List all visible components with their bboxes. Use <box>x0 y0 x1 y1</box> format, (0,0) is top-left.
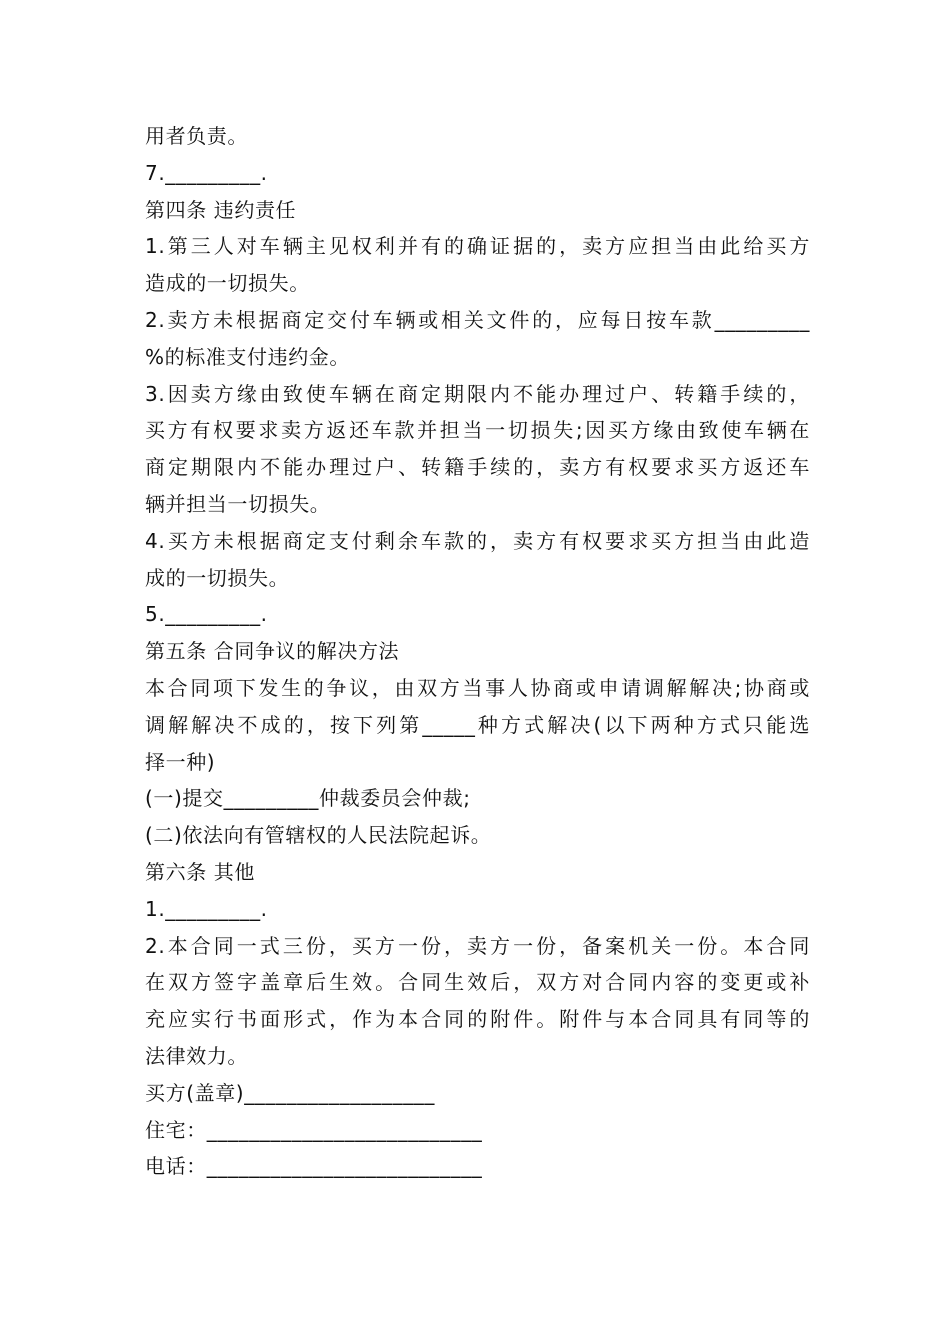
text-line: 调解解决不成的，按下列第_____种方式解决(以下两种方式只能选 <box>145 712 810 737</box>
text-line: (一)提交_________仲裁委员会仲裁; <box>145 786 471 811</box>
text-line: 成的一切损失。 <box>145 565 290 590</box>
text-line: 用者负责。 <box>145 124 248 148</box>
text-line: 5._________. <box>145 602 268 627</box>
text-line: 造成的一切损失。 <box>145 271 310 296</box>
text-line: 2.本合同一式三份，买方一份，卖方一份，备案机关一份。本合同 <box>145 933 810 958</box>
text-line: 3.因卖方缘由致使车辆在商定期限内不能办理过户、转籍手续的， <box>145 381 810 406</box>
text-line: 充应实行书面形式，作为本合同的附件。附件与本合同具有同等的 <box>145 1007 810 1032</box>
text-line: 1.第三人对车辆主见权利并有的确证据的，卖方应担当由此给买方 <box>145 234 810 259</box>
text-line: 2.卖方未根据商定交付车辆或相关文件的，应每日按车款_________ <box>145 307 810 332</box>
text-line: 法律效力。 <box>145 1043 248 1068</box>
text-line: 本合同项下发生的争议，由双方当事人协商或申请调解解决;协商或 <box>145 675 810 700</box>
phone-field: 电话：__________________________ <box>145 1154 483 1179</box>
section-heading: 第四条 违约责任 <box>145 197 297 222</box>
text-line: (二)依法向有管辖权的人民法院起诉。 <box>145 823 492 848</box>
contract-page <box>145 118 810 1185</box>
text-line: 在双方签字盖章后生效。合同生效后，双方对合同内容的变更或补 <box>145 970 810 995</box>
text-line: 商定期限内不能办理过户、转籍手续的，卖方有权要求买方返还车 <box>145 455 810 480</box>
text-line: 1._________. <box>145 896 268 921</box>
text-line: 辆并担当一切损失。 <box>145 491 331 516</box>
text-line: %的标准支付违约金。 <box>145 344 351 369</box>
section-heading: 第六条 其他 <box>145 859 255 884</box>
address-field: 住宅：__________________________ <box>145 1117 483 1142</box>
text-line: 4.买方未根据商定支付剩余车款的，卖方有权要求买方担当由此造 <box>145 528 810 553</box>
text-line: 买方有权要求卖方返还车款并担当一切损失;因买方缘由致使车辆在 <box>145 418 810 443</box>
text-line: 择一种) <box>145 749 216 774</box>
text-line: 7._________. <box>145 160 268 185</box>
section-heading: 第五条 合同争议的解决方法 <box>145 639 400 664</box>
signature-field-buyer: 买方(盖章)__________________ <box>145 1080 436 1105</box>
